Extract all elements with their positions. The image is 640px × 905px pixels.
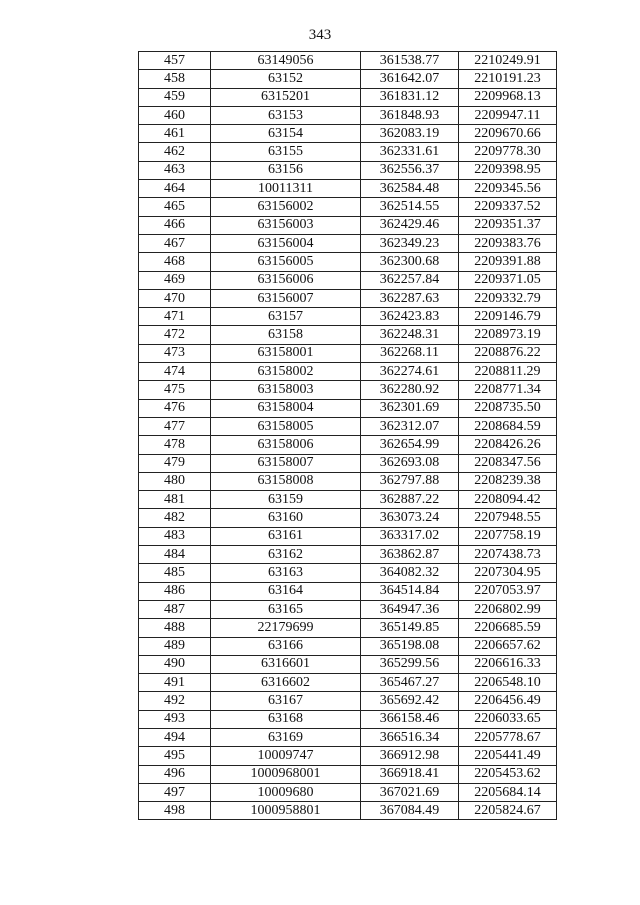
x-coordinate-cell: 362797.88 — [361, 472, 459, 490]
y-coordinate-cell: 2206548.10 — [459, 674, 557, 692]
table-row — [139, 381, 557, 399]
y-coordinate-cell: 2209398.95 — [459, 161, 557, 179]
point-id-cell: 63158006 — [211, 436, 361, 454]
table-row — [139, 454, 557, 472]
point-id-cell: 63161 — [211, 527, 361, 545]
table-row — [139, 527, 557, 545]
x-coordinate-cell: 362887.22 — [361, 491, 459, 509]
x-coordinate-cell: 365198.08 — [361, 637, 459, 655]
table-row — [139, 125, 557, 143]
y-coordinate-cell: 2209391.88 — [459, 253, 557, 271]
table-row — [139, 289, 557, 307]
row-index-cell: 457 — [139, 52, 211, 70]
y-coordinate-cell: 2207304.95 — [459, 564, 557, 582]
x-coordinate-cell: 362429.46 — [361, 216, 459, 234]
row-index-cell: 469 — [139, 271, 211, 289]
row-index-cell: 478 — [139, 436, 211, 454]
row-index-cell: 476 — [139, 399, 211, 417]
y-coordinate-cell: 2207053.97 — [459, 582, 557, 600]
y-coordinate-cell: 2210249.91 — [459, 52, 557, 70]
coordinates-table-body — [139, 52, 557, 820]
coordinates-table — [138, 51, 557, 820]
point-id-cell: 63169 — [211, 728, 361, 746]
page-number: 343 — [308, 27, 332, 43]
row-index-cell: 489 — [139, 637, 211, 655]
point-id-cell: 63156007 — [211, 289, 361, 307]
table-row — [139, 399, 557, 417]
x-coordinate-cell: 365149.85 — [361, 619, 459, 637]
table-row — [139, 363, 557, 381]
row-index-cell: 471 — [139, 308, 211, 326]
x-coordinate-cell: 362280.92 — [361, 381, 459, 399]
y-coordinate-cell: 2206657.62 — [459, 637, 557, 655]
table-row — [139, 472, 557, 490]
row-index-cell: 498 — [139, 802, 211, 820]
y-coordinate-cell: 2205778.67 — [459, 728, 557, 746]
row-index-cell: 460 — [139, 106, 211, 124]
row-index-cell: 468 — [139, 253, 211, 271]
table-row — [139, 692, 557, 710]
row-index-cell: 485 — [139, 564, 211, 582]
point-id-cell: 63149056 — [211, 52, 361, 70]
y-coordinate-cell: 2208426.26 — [459, 436, 557, 454]
point-id-cell: 6316602 — [211, 674, 361, 692]
table-row — [139, 747, 557, 765]
point-id-cell: 63162 — [211, 546, 361, 564]
y-coordinate-cell: 2209947.11 — [459, 106, 557, 124]
x-coordinate-cell: 362331.61 — [361, 143, 459, 161]
x-coordinate-cell: 361642.07 — [361, 70, 459, 88]
point-id-cell: 63158003 — [211, 381, 361, 399]
x-coordinate-cell: 364082.32 — [361, 564, 459, 582]
table-row — [139, 70, 557, 88]
y-coordinate-cell: 2205453.62 — [459, 765, 557, 783]
x-coordinate-cell: 362654.99 — [361, 436, 459, 454]
row-index-cell: 490 — [139, 655, 211, 673]
table-row — [139, 582, 557, 600]
table-row — [139, 216, 557, 234]
point-id-cell: 10009680 — [211, 783, 361, 801]
x-coordinate-cell: 362349.23 — [361, 234, 459, 252]
row-index-cell: 493 — [139, 710, 211, 728]
table-row — [139, 655, 557, 673]
x-coordinate-cell: 366158.46 — [361, 710, 459, 728]
table-row — [139, 161, 557, 179]
y-coordinate-cell: 2208735.50 — [459, 399, 557, 417]
table-row — [139, 674, 557, 692]
x-coordinate-cell: 362083.19 — [361, 125, 459, 143]
y-coordinate-cell: 2208811.29 — [459, 363, 557, 381]
row-index-cell: 481 — [139, 491, 211, 509]
x-coordinate-cell: 364514.84 — [361, 582, 459, 600]
point-id-cell: 63158004 — [211, 399, 361, 417]
x-coordinate-cell: 366918.41 — [361, 765, 459, 783]
table-row — [139, 198, 557, 216]
y-coordinate-cell: 2205684.14 — [459, 783, 557, 801]
table-row — [139, 637, 557, 655]
table-row — [139, 326, 557, 344]
table-row — [139, 234, 557, 252]
x-coordinate-cell: 364947.36 — [361, 600, 459, 618]
y-coordinate-cell: 2206456.49 — [459, 692, 557, 710]
row-index-cell: 484 — [139, 546, 211, 564]
x-coordinate-cell: 363317.02 — [361, 527, 459, 545]
table-row — [139, 710, 557, 728]
y-coordinate-cell: 2209383.76 — [459, 234, 557, 252]
table-row — [139, 417, 557, 435]
row-index-cell: 482 — [139, 509, 211, 527]
point-id-cell: 6315201 — [211, 88, 361, 106]
point-id-cell: 63155 — [211, 143, 361, 161]
y-coordinate-cell: 2207948.55 — [459, 509, 557, 527]
y-coordinate-cell: 2205441.49 — [459, 747, 557, 765]
y-coordinate-cell: 2209332.79 — [459, 289, 557, 307]
row-index-cell: 466 — [139, 216, 211, 234]
y-coordinate-cell: 2208973.19 — [459, 326, 557, 344]
y-coordinate-cell: 2209146.79 — [459, 308, 557, 326]
x-coordinate-cell: 367084.49 — [361, 802, 459, 820]
point-id-cell: 1000958801 — [211, 802, 361, 820]
row-index-cell: 487 — [139, 600, 211, 618]
row-index-cell: 459 — [139, 88, 211, 106]
x-coordinate-cell: 361848.93 — [361, 106, 459, 124]
x-coordinate-cell: 362287.63 — [361, 289, 459, 307]
x-coordinate-cell: 362693.08 — [361, 454, 459, 472]
point-id-cell: 63158001 — [211, 344, 361, 362]
table-row — [139, 271, 557, 289]
point-id-cell: 63164 — [211, 582, 361, 600]
y-coordinate-cell: 2206616.33 — [459, 655, 557, 673]
x-coordinate-cell: 365692.42 — [361, 692, 459, 710]
table-row — [139, 728, 557, 746]
table-row — [139, 491, 557, 509]
point-id-cell: 63156 — [211, 161, 361, 179]
point-id-cell: 63158 — [211, 326, 361, 344]
y-coordinate-cell: 2208771.34 — [459, 381, 557, 399]
x-coordinate-cell: 362584.48 — [361, 180, 459, 198]
x-coordinate-cell: 363862.87 — [361, 546, 459, 564]
x-coordinate-cell: 362514.55 — [361, 198, 459, 216]
y-coordinate-cell: 2208347.56 — [459, 454, 557, 472]
row-index-cell: 495 — [139, 747, 211, 765]
y-coordinate-cell: 2207438.73 — [459, 546, 557, 564]
y-coordinate-cell: 2209351.37 — [459, 216, 557, 234]
x-coordinate-cell: 365299.56 — [361, 655, 459, 673]
y-coordinate-cell: 2207758.19 — [459, 527, 557, 545]
x-coordinate-cell: 366912.98 — [361, 747, 459, 765]
point-id-cell: 22179699 — [211, 619, 361, 637]
point-id-cell: 63160 — [211, 509, 361, 527]
row-index-cell: 497 — [139, 783, 211, 801]
point-id-cell: 63165 — [211, 600, 361, 618]
point-id-cell: 63156003 — [211, 216, 361, 234]
x-coordinate-cell: 362248.31 — [361, 326, 459, 344]
point-id-cell: 63158007 — [211, 454, 361, 472]
table-row — [139, 344, 557, 362]
y-coordinate-cell: 2208094.42 — [459, 491, 557, 509]
table-row — [139, 546, 557, 564]
table-row — [139, 308, 557, 326]
row-index-cell: 474 — [139, 363, 211, 381]
y-coordinate-cell: 2206033.65 — [459, 710, 557, 728]
row-index-cell: 462 — [139, 143, 211, 161]
row-index-cell: 477 — [139, 417, 211, 435]
row-index-cell: 458 — [139, 70, 211, 88]
row-index-cell: 492 — [139, 692, 211, 710]
y-coordinate-cell: 2205824.67 — [459, 802, 557, 820]
row-index-cell: 461 — [139, 125, 211, 143]
point-id-cell: 63154 — [211, 125, 361, 143]
row-index-cell: 464 — [139, 180, 211, 198]
x-coordinate-cell: 361831.12 — [361, 88, 459, 106]
x-coordinate-cell: 363073.24 — [361, 509, 459, 527]
point-id-cell: 63163 — [211, 564, 361, 582]
point-id-cell: 63156006 — [211, 271, 361, 289]
point-id-cell: 63168 — [211, 710, 361, 728]
point-id-cell: 1000968001 — [211, 765, 361, 783]
table-row — [139, 253, 557, 271]
point-id-cell: 63156005 — [211, 253, 361, 271]
y-coordinate-cell: 2209670.66 — [459, 125, 557, 143]
row-index-cell: 483 — [139, 527, 211, 545]
x-coordinate-cell: 362257.84 — [361, 271, 459, 289]
point-id-cell: 63157 — [211, 308, 361, 326]
x-coordinate-cell: 362423.83 — [361, 308, 459, 326]
y-coordinate-cell: 2208684.59 — [459, 417, 557, 435]
row-index-cell: 467 — [139, 234, 211, 252]
row-index-cell: 479 — [139, 454, 211, 472]
row-index-cell: 496 — [139, 765, 211, 783]
table-row — [139, 564, 557, 582]
table-row — [139, 802, 557, 820]
x-coordinate-cell: 362556.37 — [361, 161, 459, 179]
point-id-cell: 63152 — [211, 70, 361, 88]
row-index-cell: 465 — [139, 198, 211, 216]
y-coordinate-cell: 2209345.56 — [459, 180, 557, 198]
x-coordinate-cell: 367021.69 — [361, 783, 459, 801]
y-coordinate-cell: 2209371.05 — [459, 271, 557, 289]
table-row — [139, 765, 557, 783]
point-id-cell: 63158002 — [211, 363, 361, 381]
table-row — [139, 619, 557, 637]
row-index-cell: 475 — [139, 381, 211, 399]
x-coordinate-cell: 362274.61 — [361, 363, 459, 381]
point-id-cell: 10011311 — [211, 180, 361, 198]
row-index-cell: 472 — [139, 326, 211, 344]
table-row — [139, 106, 557, 124]
row-index-cell: 491 — [139, 674, 211, 692]
point-id-cell: 63156002 — [211, 198, 361, 216]
row-index-cell: 480 — [139, 472, 211, 490]
y-coordinate-cell: 2209337.52 — [459, 198, 557, 216]
table-row — [139, 143, 557, 161]
y-coordinate-cell: 2208876.22 — [459, 344, 557, 362]
table-row — [139, 88, 557, 106]
point-id-cell: 63156004 — [211, 234, 361, 252]
x-coordinate-cell: 366516.34 — [361, 728, 459, 746]
table-row — [139, 180, 557, 198]
x-coordinate-cell: 365467.27 — [361, 674, 459, 692]
point-id-cell: 10009747 — [211, 747, 361, 765]
row-index-cell: 463 — [139, 161, 211, 179]
table-row — [139, 52, 557, 70]
x-coordinate-cell: 362300.68 — [361, 253, 459, 271]
y-coordinate-cell: 2206802.99 — [459, 600, 557, 618]
y-coordinate-cell: 2209778.30 — [459, 143, 557, 161]
point-id-cell: 63167 — [211, 692, 361, 710]
point-id-cell: 63153 — [211, 106, 361, 124]
row-index-cell: 488 — [139, 619, 211, 637]
table-row — [139, 436, 557, 454]
y-coordinate-cell: 2209968.13 — [459, 88, 557, 106]
y-coordinate-cell: 2210191.23 — [459, 70, 557, 88]
x-coordinate-cell: 362268.11 — [361, 344, 459, 362]
row-index-cell: 494 — [139, 728, 211, 746]
y-coordinate-cell: 2208239.38 — [459, 472, 557, 490]
table-row — [139, 783, 557, 801]
y-coordinate-cell: 2206685.59 — [459, 619, 557, 637]
row-index-cell: 486 — [139, 582, 211, 600]
point-id-cell: 63166 — [211, 637, 361, 655]
x-coordinate-cell: 362312.07 — [361, 417, 459, 435]
point-id-cell: 63159 — [211, 491, 361, 509]
row-index-cell: 473 — [139, 344, 211, 362]
x-coordinate-cell: 361538.77 — [361, 52, 459, 70]
x-coordinate-cell: 362301.69 — [361, 399, 459, 417]
table-row — [139, 600, 557, 618]
point-id-cell: 63158005 — [211, 417, 361, 435]
row-index-cell: 470 — [139, 289, 211, 307]
point-id-cell: 63158008 — [211, 472, 361, 490]
point-id-cell: 6316601 — [211, 655, 361, 673]
table-row — [139, 509, 557, 527]
